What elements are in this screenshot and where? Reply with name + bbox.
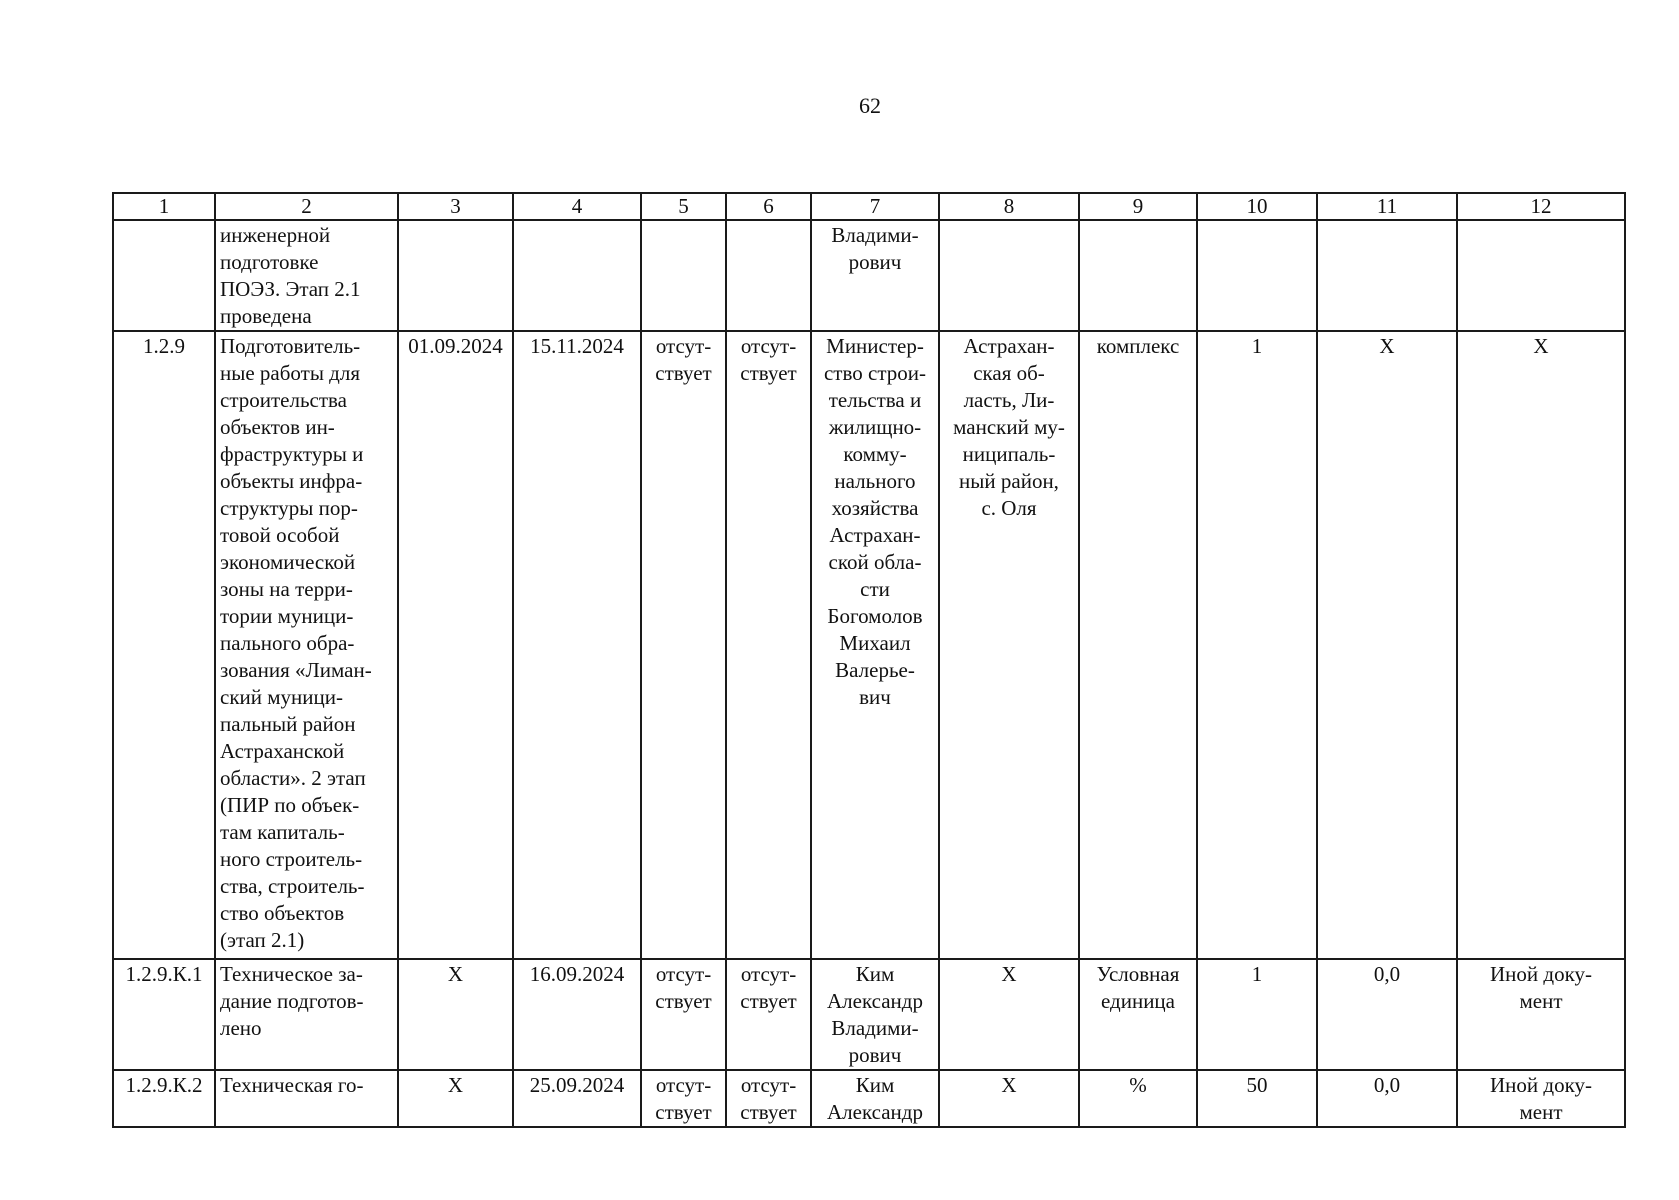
cell-unit: % (1079, 1070, 1197, 1127)
cell-col11: X (1317, 331, 1457, 959)
cell-responsible: Ким Александр Владими- рович (811, 959, 939, 1070)
cell-document: Иной доку- мент (1457, 959, 1625, 1070)
column-header: 8 (939, 193, 1079, 220)
cell-start-date (398, 220, 513, 331)
column-header: 9 (1079, 193, 1197, 220)
column-header: 1 (113, 193, 215, 220)
cell-responsible: Министер- ство строи- тельства и жилищно- комму- нального хозяйства Астрахан- ской обла- сти Богомолов Михаил Валерье- вич (811, 331, 939, 959)
table-row (113, 959, 1625, 1070)
cell-col6: отсут- ствует (726, 959, 811, 1070)
cell-location: X (939, 1070, 1079, 1127)
cell-name: Подготовитель- ные работы для строительства объектов ин- фраструктуры и объекты инфра- структуры пор- товой особой экономической зоны на терри- тории муници- пального обра- зования «Лиман- ский муници- пальный район Астраханской области». 2 этап (ПИР по объек- там капиталь- ного строитель- ства, строитель- ство объектов (этап 2.1) (215, 331, 398, 959)
column-header: 3 (398, 193, 513, 220)
cell-responsible: Ким Александр (811, 1070, 939, 1127)
cell-start-date: 01.09.2024 (398, 331, 513, 959)
cell-unit: Условная единица (1079, 959, 1197, 1070)
cell-col6 (726, 220, 811, 331)
plan-table (112, 192, 1626, 1128)
cell-value: 50 (1197, 1070, 1317, 1127)
column-header: 12 (1457, 193, 1625, 220)
header-row (113, 193, 1625, 220)
table-row (113, 331, 1625, 959)
cell-location: Астрахан- ская об- ласть, Ли- манский му- ниципаль- ный район, с. Оля (939, 331, 1079, 959)
cell-end-date: 25.09.2024 (513, 1070, 641, 1127)
cell-number: 1.2.9 (113, 331, 215, 959)
page-number: 62 (859, 93, 881, 118)
cell-unit (1079, 220, 1197, 331)
column-header: 5 (641, 193, 726, 220)
column-header: 11 (1317, 193, 1457, 220)
cell-number: 1.2.9.К.2 (113, 1070, 215, 1127)
cell-document: X (1457, 331, 1625, 959)
cell-col5: отсут- ствует (641, 331, 726, 959)
cell-col5 (641, 220, 726, 331)
cell-name: Техническая го- (215, 1070, 398, 1127)
column-header: 6 (726, 193, 811, 220)
column-header: 2 (215, 193, 398, 220)
cell-responsible: Владими- рович (811, 220, 939, 331)
cell-document: Иной доку- мент (1457, 1070, 1625, 1127)
cell-unit: комплекс (1079, 331, 1197, 959)
cell-location: X (939, 959, 1079, 1070)
cell-start-date: X (398, 959, 513, 1070)
table-row (113, 1070, 1625, 1127)
column-header: 10 (1197, 193, 1317, 220)
cell-col6: отсут- ствует (726, 1070, 811, 1127)
cell-value: 1 (1197, 959, 1317, 1070)
cell-name: инженерной подготовке ПОЭЗ. Этап 2.1 проведена (215, 220, 398, 331)
cell-location (939, 220, 1079, 331)
cell-value (1197, 220, 1317, 331)
cell-col6: отсут- ствует (726, 331, 811, 959)
cell-number (113, 220, 215, 331)
cell-start-date: X (398, 1070, 513, 1127)
cell-end-date (513, 220, 641, 331)
cell-document (1457, 220, 1625, 331)
cell-col5: отсут- ствует (641, 959, 726, 1070)
column-header: 7 (811, 193, 939, 220)
cell-number: 1.2.9.К.1 (113, 959, 215, 1070)
cell-name: Техническое за- дание подготов- лено (215, 959, 398, 1070)
cell-col11: 0,0 (1317, 1070, 1457, 1127)
column-header: 4 (513, 193, 641, 220)
cell-col11: 0,0 (1317, 959, 1457, 1070)
table-row (113, 220, 1625, 331)
cell-value: 1 (1197, 331, 1317, 959)
cell-col5: отсут- ствует (641, 1070, 726, 1127)
cell-col11 (1317, 220, 1457, 331)
cell-end-date: 16.09.2024 (513, 959, 641, 1070)
cell-end-date: 15.11.2024 (513, 331, 641, 959)
